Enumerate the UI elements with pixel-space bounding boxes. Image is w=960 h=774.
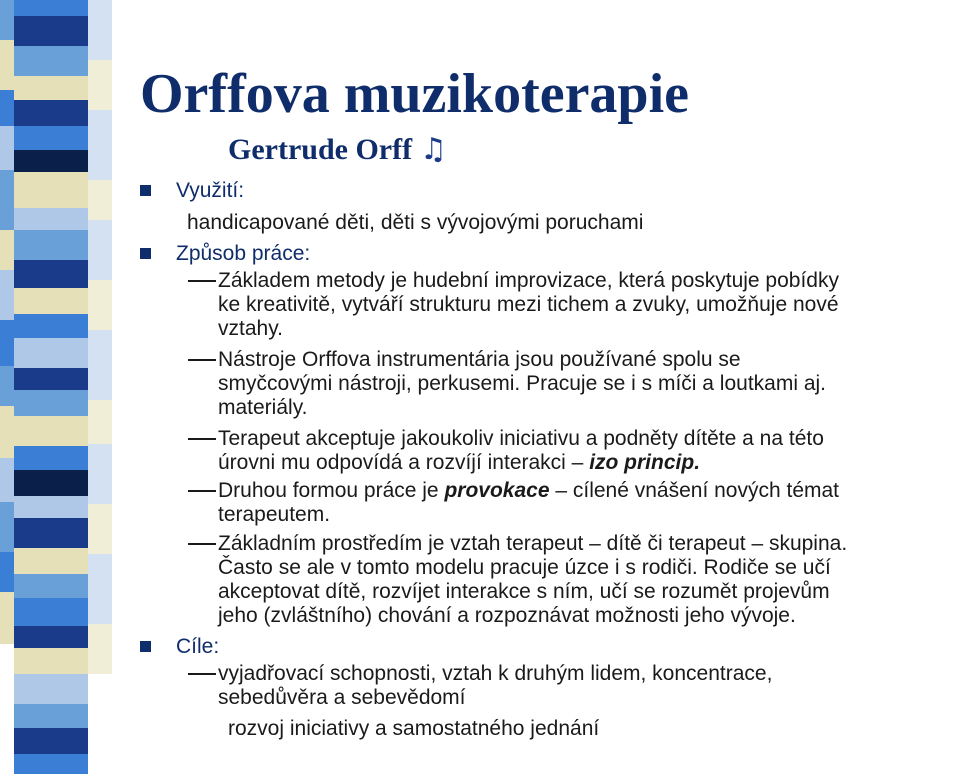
zpusob-item1-line2: ke kreativitě, vytváří strukturu mezi tichem a zvuky, umožňuje nové	[218, 293, 839, 316]
decorative-stripe	[0, 230, 14, 270]
decorative-stripe	[14, 16, 88, 46]
vyuziti-text: handicapované děti, děti s vývojovými poruchami	[187, 211, 644, 234]
decorative-stripe	[88, 280, 112, 330]
decorative-stripe	[88, 504, 112, 554]
cile-item1-line1: vyjadřovací schopnosti, vztah k druhým lidem, koncentrace,	[218, 662, 773, 685]
cile-text: rozvoj iniciativy a samostatného jednání	[228, 717, 600, 740]
decorative-stripe	[14, 0, 88, 16]
section-heading-vyuziti: Využití:	[176, 179, 245, 202]
section-heading-zpusob: Způsob práce:	[176, 242, 311, 265]
decorative-stripe	[88, 110, 112, 180]
dash-icon	[188, 490, 216, 492]
decorative-stripe	[14, 390, 88, 416]
decorative-stripe	[14, 446, 88, 470]
decorative-stripe	[0, 40, 14, 90]
decorative-stripe	[0, 406, 14, 458]
zpusob-item2-line2: smyčcovými nástroji, perkusemi. Pracuje se i s míči a loutkami aj.	[218, 372, 827, 395]
zpusob-item4-text-c: – cílené vnášení nových témat	[549, 479, 840, 502]
decorative-stripe	[14, 754, 88, 774]
dash-icon	[188, 438, 216, 440]
decorative-stripe	[14, 314, 88, 338]
zpusob-item3-line1: Terapeut akceptuje jakoukoliv iniciativu a podněty dítěte a na této	[218, 427, 824, 450]
zpusob-item4-text-a: Druhou formou práce je	[218, 479, 445, 502]
decorative-stripe	[14, 338, 88, 368]
decorative-stripe	[14, 728, 88, 754]
decorative-stripe	[0, 270, 14, 320]
decorative-stripe	[14, 548, 88, 574]
decorative-stripe	[88, 330, 112, 400]
decorative-stripe	[88, 0, 112, 60]
decorative-stripe	[14, 470, 88, 496]
decorative-stripe	[88, 60, 112, 110]
decorative-stripe	[14, 416, 88, 446]
decorative-stripe	[88, 400, 112, 444]
decorative-stripe	[14, 100, 88, 126]
decorative-stripe	[14, 260, 88, 288]
cile-item1-line2: sebedůvěra a sebevědomí	[218, 686, 466, 709]
izo-princip-emphasis: izo princip.	[589, 451, 701, 474]
decorative-stripe	[0, 552, 14, 592]
zpusob-item3-line2-text: úrovni mu odpovídá a rozvíjí interakci –	[218, 451, 590, 474]
dash-icon	[188, 543, 216, 545]
decorative-stripe	[0, 458, 14, 502]
zpusob-item5-line4: jeho (zvláštního) chování a rozpoznávat možnosti jeho vývoje.	[218, 604, 796, 627]
decorative-stripe	[14, 518, 88, 548]
provokace-emphasis: provokace	[444, 479, 550, 502]
bullet-square-icon	[140, 185, 151, 196]
music-note-icon: ♫	[420, 132, 447, 167]
zpusob-item2-line1: Nástroje Orffova instrumentária jsou používané spolu se	[218, 348, 741, 371]
decorative-stripe	[0, 320, 14, 366]
decorative-stripe	[14, 598, 88, 626]
decorative-stripe	[14, 208, 88, 230]
decorative-stripe	[88, 220, 112, 280]
dash-icon	[188, 673, 216, 675]
decorative-stripe	[14, 674, 88, 704]
decorative-stripe	[14, 368, 88, 390]
zpusob-item1-line3: vztahy.	[218, 317, 283, 340]
decorative-stripe	[14, 126, 88, 150]
decorative-stripe	[14, 76, 88, 100]
decorative-stripe	[14, 230, 88, 260]
decorative-stripe	[0, 592, 14, 644]
decorative-stripe-bar	[0, 0, 138, 744]
decorative-stripe	[0, 170, 14, 230]
decorative-stripe	[14, 288, 88, 314]
decorative-stripe	[14, 172, 88, 208]
zpusob-item4-line2: terapeutem.	[218, 503, 331, 526]
section-heading-cile: Cíle:	[176, 635, 220, 658]
decorative-stripe	[88, 444, 112, 504]
decorative-stripe	[14, 648, 88, 674]
decorative-stripe	[0, 366, 14, 406]
bullet-square-icon	[140, 248, 151, 259]
zpusob-item5-line1: Základním prostředím je vztah terapeut – dítě či terapeut – skupina.	[218, 532, 848, 555]
decorative-stripe	[14, 150, 88, 172]
dash-icon	[188, 280, 216, 282]
dash-icon	[188, 359, 216, 361]
decorative-stripe	[0, 0, 14, 40]
decorative-stripe	[14, 574, 88, 598]
decorative-stripe	[0, 502, 14, 552]
subtitle-text: Gertrude Orff	[228, 133, 413, 166]
decorative-stripe	[0, 126, 14, 170]
bullet-square-icon	[140, 641, 151, 652]
decorative-stripe	[14, 496, 88, 518]
slide-title: Orffova muzikoterapie	[140, 63, 689, 125]
decorative-stripe	[14, 46, 88, 76]
zpusob-item3-line2	[218, 450, 700, 476]
zpusob-item2-line3: materiály.	[218, 396, 308, 419]
decorative-stripe	[88, 624, 112, 674]
zpusob-item1-line1: Základem metody je hudební improvizace, která poskytuje pobídky	[218, 269, 839, 292]
decorative-stripe	[14, 626, 88, 648]
decorative-stripe	[88, 180, 112, 220]
zpusob-item5-line3: akceptovat dítě, rozvíjet interakce s ním, učí se rozumět projevům	[218, 580, 830, 603]
slide-subtitle	[228, 130, 447, 170]
decorative-stripe	[0, 90, 14, 126]
zpusob-item5-line2: Často se ale v tomto modelu pracuje úzce i s rodiči. Rodiče se učí	[218, 556, 831, 579]
decorative-stripe	[88, 554, 112, 624]
zpusob-item4-line1	[218, 478, 839, 504]
decorative-stripe	[14, 704, 88, 728]
